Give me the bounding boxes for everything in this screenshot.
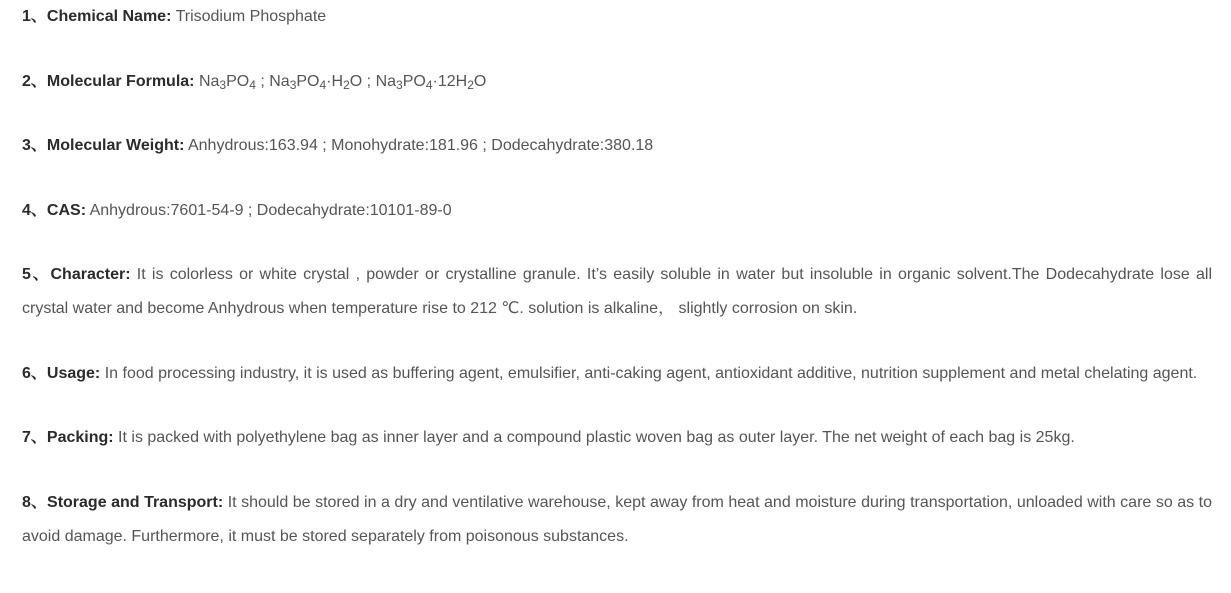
item-text: It should be stored in a dry and ventilative warehouse, kept away from heat and moisture during transportation, unloaded with care so as to avoid damage. Furthermore, it must be stored separately from poisonous substances. [22, 493, 1212, 545]
item-label: Molecular Weight: [46, 137, 185, 154]
product-spec-document [22, 0, 1212, 554]
spec-item-cas [22, 194, 1212, 228]
formula-separator: ; [255, 72, 270, 90]
spec-item-packing [22, 421, 1212, 455]
molecular-formula-text [199, 73, 486, 90]
item-label: Character: [50, 266, 131, 283]
item-label: CAS: [46, 201, 87, 219]
item-number: 4、 [22, 201, 47, 219]
spec-item-storage-transport [22, 486, 1212, 554]
spec-item-molecular-formula [22, 65, 1212, 99]
item-label: Packing: [46, 429, 114, 446]
item-label: Storage and Transport: [47, 493, 224, 511]
item-label: Usage: [46, 364, 101, 382]
formula-separator: ; [362, 72, 376, 90]
spec-item-character [22, 258, 1212, 326]
item-number: 8、 [22, 493, 48, 511]
formula-dodecahydrate: $Na_3PO_4\cdot 12H_2O$ [375, 72, 487, 92]
item-text: Trisodium Phosphate [175, 8, 327, 25]
item-text: It is colorless or white crystal , powder or crystalline granule. It’s easily soluble in water but insoluble in organic solvent.The Dodecahydrate lose all crystal water and become Anhydrous when temperature rise to 212 ℃. solution is alkaline， slightly corrosion on skin. [22, 266, 1213, 317]
item-number: 5、 [22, 266, 51, 283]
item-number: 7、 [22, 429, 47, 446]
item-number: 2、 [22, 72, 47, 90]
formula-anhydrous: $Na_3PO_4$ [198, 72, 256, 92]
spec-item-usage [22, 357, 1212, 391]
item-label: Molecular Formula: [46, 72, 195, 90]
item-text: It is packed with polyethylene bag as inner layer and a compound plastic woven bag as outer layer. The net weight of each bag is 25kg. [118, 429, 1075, 446]
item-number: 1、 [22, 8, 47, 25]
item-text: In food processing industry, it is used as buffering agent, emulsifier, anti-caking agent, antioxidant additive, nutrition supplement and metal chelating agent. [104, 364, 1198, 382]
item-text: Anhydrous:163.94 ; Monohydrate:181.96 ; Dodecahydrate:380.18 [187, 137, 654, 154]
item-number: 6、 [22, 364, 47, 382]
spec-item-molecular-weight [22, 129, 1212, 163]
item-label: Chemical Name: [46, 8, 172, 25]
item-text: Anhydrous:7601-54-9 ; Dodecahydrate:10101-89-0 [89, 201, 452, 219]
spec-item-chemical-name [22, 0, 1212, 34]
item-number: 3、 [22, 137, 47, 154]
formula-monohydrate: $Na_3PO_4\cdot H_2O$ [269, 72, 363, 92]
